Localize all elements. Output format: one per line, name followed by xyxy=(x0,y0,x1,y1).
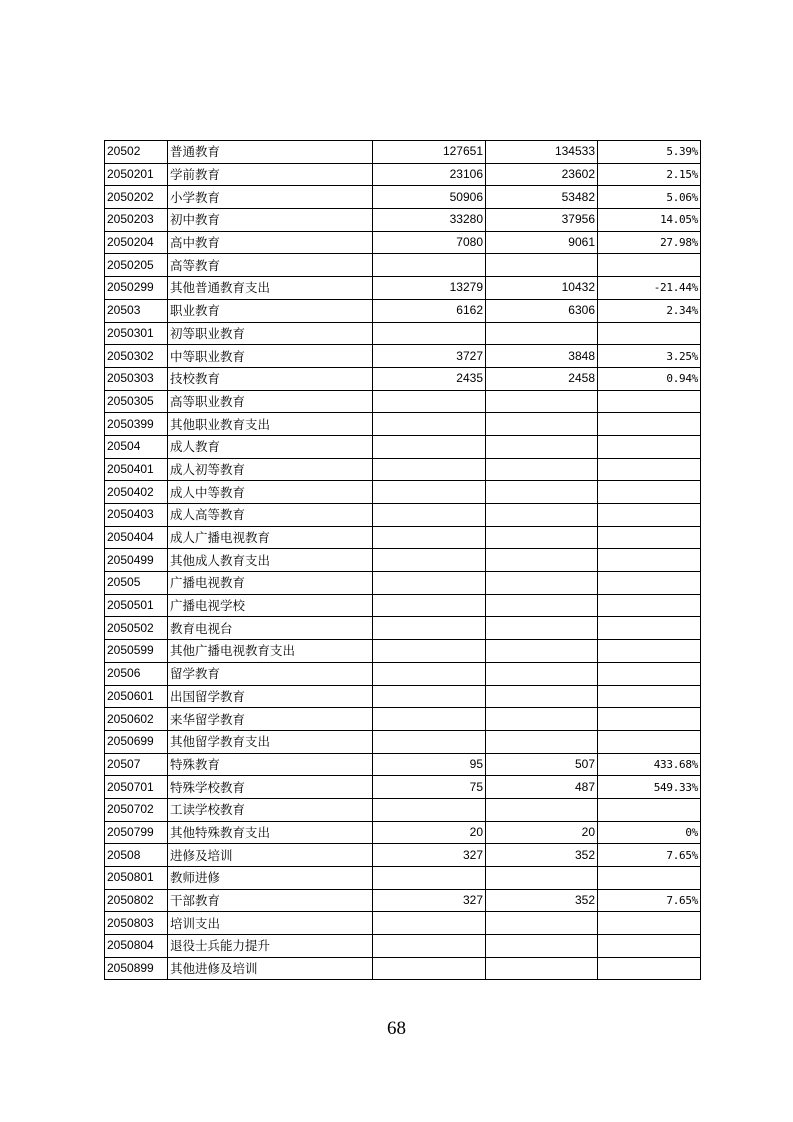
change-percent-cell xyxy=(598,435,701,458)
item-code-cell: 2050502 xyxy=(105,617,168,640)
change-percent-cell xyxy=(598,640,701,663)
table-row xyxy=(105,844,701,867)
value-cell-1: 7080 xyxy=(373,231,486,254)
item-code-cell: 2050701 xyxy=(105,776,168,799)
item-code-cell: 20503 xyxy=(105,299,168,322)
change-percent-cell: 27.98% xyxy=(598,231,701,254)
table-row xyxy=(105,163,701,186)
value-cell-2 xyxy=(486,435,598,458)
table-row xyxy=(105,798,701,821)
table-row xyxy=(105,572,701,595)
value-cell-2 xyxy=(486,413,598,436)
item-name-cell: 成人广播电视教育 xyxy=(168,526,373,549)
value-cell-1 xyxy=(373,549,486,572)
item-name-cell: 退役士兵能力提升 xyxy=(168,935,373,958)
value-cell-2 xyxy=(486,504,598,527)
change-percent-cell xyxy=(598,730,701,753)
table-row xyxy=(105,345,701,368)
value-cell-2: 352 xyxy=(486,844,598,867)
table-row xyxy=(105,186,701,209)
value-cell-1 xyxy=(373,526,486,549)
value-cell-2 xyxy=(486,708,598,731)
change-percent-cell xyxy=(598,957,701,980)
value-cell-1: 127651 xyxy=(373,141,486,164)
table-row xyxy=(105,504,701,527)
item-code-cell: 2050599 xyxy=(105,640,168,663)
change-percent-cell xyxy=(598,254,701,277)
value-cell-2 xyxy=(486,798,598,821)
page-number: 68 xyxy=(387,1018,406,1039)
item-code-cell: 2050702 xyxy=(105,798,168,821)
table-row xyxy=(105,594,701,617)
item-code-cell: 2050403 xyxy=(105,504,168,527)
item-name-cell: 技校教育 xyxy=(168,367,373,390)
item-name-cell: 教师进修 xyxy=(168,867,373,890)
table-row xyxy=(105,617,701,640)
value-cell-1: 75 xyxy=(373,776,486,799)
value-cell-1: 2435 xyxy=(373,367,486,390)
change-percent-cell xyxy=(598,458,701,481)
change-percent-cell: 433.68% xyxy=(598,753,701,776)
item-code-cell: 2050501 xyxy=(105,594,168,617)
value-cell-2 xyxy=(486,640,598,663)
change-percent-cell xyxy=(598,526,701,549)
item-name-cell: 其他留学教育支出 xyxy=(168,730,373,753)
table-row xyxy=(105,935,701,958)
table-row xyxy=(105,912,701,935)
value-cell-1 xyxy=(373,912,486,935)
value-cell-1: 327 xyxy=(373,889,486,912)
table-body xyxy=(105,141,701,980)
value-cell-2 xyxy=(486,912,598,935)
value-cell-2: 487 xyxy=(486,776,598,799)
item-code-cell: 20508 xyxy=(105,844,168,867)
table-row xyxy=(105,889,701,912)
item-name-cell: 学前教育 xyxy=(168,163,373,186)
value-cell-2 xyxy=(486,390,598,413)
item-name-cell: 小学教育 xyxy=(168,186,373,209)
value-cell-2 xyxy=(486,481,598,504)
value-cell-2 xyxy=(486,685,598,708)
table-row xyxy=(105,821,701,844)
item-name-cell: 留学教育 xyxy=(168,662,373,685)
item-code-cell: 2050499 xyxy=(105,549,168,572)
value-cell-1 xyxy=(373,413,486,436)
item-name-cell: 高等教育 xyxy=(168,254,373,277)
value-cell-1 xyxy=(373,458,486,481)
item-name-cell: 中等职业教育 xyxy=(168,345,373,368)
value-cell-1 xyxy=(373,957,486,980)
item-code-cell: 2050202 xyxy=(105,186,168,209)
value-cell-1 xyxy=(373,867,486,890)
item-name-cell: 初中教育 xyxy=(168,209,373,232)
item-code-cell: 2050804 xyxy=(105,935,168,958)
value-cell-1: 327 xyxy=(373,844,486,867)
table-row xyxy=(105,322,701,345)
value-cell-1 xyxy=(373,662,486,685)
table-row xyxy=(105,685,701,708)
budget-table xyxy=(104,140,701,980)
value-cell-1 xyxy=(373,708,486,731)
change-percent-cell: 7.65% xyxy=(598,889,701,912)
value-cell-2 xyxy=(486,935,598,958)
item-name-cell: 广播电视学校 xyxy=(168,594,373,617)
value-cell-2 xyxy=(486,662,598,685)
item-code-cell: 2050201 xyxy=(105,163,168,186)
item-name-cell: 来华留学教育 xyxy=(168,708,373,731)
value-cell-2: 6306 xyxy=(486,299,598,322)
value-cell-1: 3727 xyxy=(373,345,486,368)
change-percent-cell xyxy=(598,549,701,572)
item-name-cell: 其他职业教育支出 xyxy=(168,413,373,436)
change-percent-cell: 0% xyxy=(598,821,701,844)
value-cell-1: 6162 xyxy=(373,299,486,322)
change-percent-cell xyxy=(598,685,701,708)
table-row xyxy=(105,526,701,549)
item-name-cell: 职业教育 xyxy=(168,299,373,322)
item-name-cell: 广播电视教育 xyxy=(168,572,373,595)
item-code-cell: 2050301 xyxy=(105,322,168,345)
item-code-cell: 2050303 xyxy=(105,367,168,390)
item-name-cell: 其他进修及培训 xyxy=(168,957,373,980)
item-code-cell: 20506 xyxy=(105,662,168,685)
change-percent-cell xyxy=(598,798,701,821)
value-cell-2: 134533 xyxy=(486,141,598,164)
value-cell-2 xyxy=(486,322,598,345)
table-row xyxy=(105,367,701,390)
item-code-cell: 2050305 xyxy=(105,390,168,413)
value-cell-1 xyxy=(373,594,486,617)
change-percent-cell: 5.06% xyxy=(598,186,701,209)
item-code-cell: 2050399 xyxy=(105,413,168,436)
table-row xyxy=(105,390,701,413)
value-cell-1 xyxy=(373,798,486,821)
item-name-cell: 干部教育 xyxy=(168,889,373,912)
item-code-cell: 2050601 xyxy=(105,685,168,708)
item-code-cell: 2050205 xyxy=(105,254,168,277)
change-percent-cell: -21.44% xyxy=(598,277,701,300)
item-code-cell: 20502 xyxy=(105,141,168,164)
item-name-cell: 普通教育 xyxy=(168,141,373,164)
item-name-cell: 成人中等教育 xyxy=(168,481,373,504)
item-code-cell: 2050899 xyxy=(105,957,168,980)
table-row xyxy=(105,209,701,232)
value-cell-1 xyxy=(373,730,486,753)
item-name-cell: 成人高等教育 xyxy=(168,504,373,527)
value-cell-2: 37956 xyxy=(486,209,598,232)
table-row xyxy=(105,708,701,731)
value-cell-2: 53482 xyxy=(486,186,598,209)
item-name-cell: 成人教育 xyxy=(168,435,373,458)
value-cell-2 xyxy=(486,867,598,890)
change-percent-cell xyxy=(598,390,701,413)
table-row xyxy=(105,435,701,458)
value-cell-2 xyxy=(486,526,598,549)
value-cell-2: 10432 xyxy=(486,277,598,300)
value-cell-1: 33280 xyxy=(373,209,486,232)
change-percent-cell: 14.05% xyxy=(598,209,701,232)
change-percent-cell xyxy=(598,708,701,731)
item-name-cell: 其他普通教育支出 xyxy=(168,277,373,300)
change-percent-cell xyxy=(598,322,701,345)
item-name-cell: 高中教育 xyxy=(168,231,373,254)
table-row xyxy=(105,776,701,799)
table-row xyxy=(105,141,701,164)
item-code-cell: 2050799 xyxy=(105,821,168,844)
value-cell-1 xyxy=(373,685,486,708)
item-name-cell: 初等职业教育 xyxy=(168,322,373,345)
table-row xyxy=(105,549,701,572)
table-row xyxy=(105,413,701,436)
value-cell-1 xyxy=(373,390,486,413)
value-cell-2: 20 xyxy=(486,821,598,844)
value-cell-2: 352 xyxy=(486,889,598,912)
item-name-cell: 其他成人教育支出 xyxy=(168,549,373,572)
value-cell-1 xyxy=(373,640,486,663)
change-percent-cell xyxy=(598,413,701,436)
change-percent-cell: 0.94% xyxy=(598,367,701,390)
value-cell-1: 20 xyxy=(373,821,486,844)
item-code-cell: 2050299 xyxy=(105,277,168,300)
change-percent-cell xyxy=(598,912,701,935)
item-name-cell: 成人初等教育 xyxy=(168,458,373,481)
change-percent-cell xyxy=(598,481,701,504)
value-cell-2 xyxy=(486,617,598,640)
item-name-cell: 其他广播电视教育支出 xyxy=(168,640,373,663)
table-row xyxy=(105,957,701,980)
table-row xyxy=(105,231,701,254)
change-percent-cell: 7.65% xyxy=(598,844,701,867)
value-cell-1: 13279 xyxy=(373,277,486,300)
value-cell-2 xyxy=(486,572,598,595)
value-cell-2 xyxy=(486,458,598,481)
change-percent-cell xyxy=(598,617,701,640)
change-percent-cell: 5.39% xyxy=(598,141,701,164)
change-percent-cell xyxy=(598,504,701,527)
item-code-cell: 2050204 xyxy=(105,231,168,254)
table-row xyxy=(105,662,701,685)
item-name-cell: 特殊学校教育 xyxy=(168,776,373,799)
item-code-cell: 2050302 xyxy=(105,345,168,368)
item-name-cell: 进修及培训 xyxy=(168,844,373,867)
table-row xyxy=(105,730,701,753)
value-cell-2 xyxy=(486,957,598,980)
table-row xyxy=(105,254,701,277)
item-code-cell: 2050801 xyxy=(105,867,168,890)
value-cell-1 xyxy=(373,322,486,345)
change-percent-cell: 2.34% xyxy=(598,299,701,322)
value-cell-2 xyxy=(486,549,598,572)
item-code-cell: 2050699 xyxy=(105,730,168,753)
item-code-cell: 2050602 xyxy=(105,708,168,731)
item-code-cell: 2050401 xyxy=(105,458,168,481)
change-percent-cell xyxy=(598,662,701,685)
value-cell-1 xyxy=(373,935,486,958)
table-row xyxy=(105,458,701,481)
item-name-cell: 培训支出 xyxy=(168,912,373,935)
value-cell-2: 23602 xyxy=(486,163,598,186)
value-cell-1 xyxy=(373,254,486,277)
item-code-cell: 2050402 xyxy=(105,481,168,504)
value-cell-2: 9061 xyxy=(486,231,598,254)
item-code-cell: 20505 xyxy=(105,572,168,595)
item-name-cell: 教育电视台 xyxy=(168,617,373,640)
change-percent-cell xyxy=(598,572,701,595)
table-row xyxy=(105,481,701,504)
change-percent-cell: 2.15% xyxy=(598,163,701,186)
change-percent-cell xyxy=(598,594,701,617)
item-code-cell: 2050802 xyxy=(105,889,168,912)
item-name-cell: 高等职业教育 xyxy=(168,390,373,413)
item-code-cell: 2050404 xyxy=(105,526,168,549)
item-code-cell: 20507 xyxy=(105,753,168,776)
item-name-cell: 特殊教育 xyxy=(168,753,373,776)
item-name-cell: 出国留学教育 xyxy=(168,685,373,708)
table-row xyxy=(105,753,701,776)
item-code-cell: 2050203 xyxy=(105,209,168,232)
value-cell-1: 23106 xyxy=(373,163,486,186)
value-cell-2 xyxy=(486,594,598,617)
change-percent-cell: 3.25% xyxy=(598,345,701,368)
value-cell-2 xyxy=(486,730,598,753)
change-percent-cell: 549.33% xyxy=(598,776,701,799)
value-cell-1 xyxy=(373,572,486,595)
item-name-cell: 其他特殊教育支出 xyxy=(168,821,373,844)
change-percent-cell xyxy=(598,935,701,958)
table-row xyxy=(105,867,701,890)
value-cell-2: 3848 xyxy=(486,345,598,368)
change-percent-cell xyxy=(598,867,701,890)
value-cell-2: 2458 xyxy=(486,367,598,390)
value-cell-1 xyxy=(373,481,486,504)
value-cell-1 xyxy=(373,504,486,527)
value-cell-1: 95 xyxy=(373,753,486,776)
value-cell-1: 50906 xyxy=(373,186,486,209)
table-row xyxy=(105,277,701,300)
value-cell-2 xyxy=(486,254,598,277)
table-row xyxy=(105,640,701,663)
item-name-cell: 工读学校教育 xyxy=(168,798,373,821)
value-cell-2: 507 xyxy=(486,753,598,776)
value-cell-1 xyxy=(373,435,486,458)
item-code-cell: 2050803 xyxy=(105,912,168,935)
value-cell-1 xyxy=(373,617,486,640)
item-code-cell: 20504 xyxy=(105,435,168,458)
table-row xyxy=(105,299,701,322)
